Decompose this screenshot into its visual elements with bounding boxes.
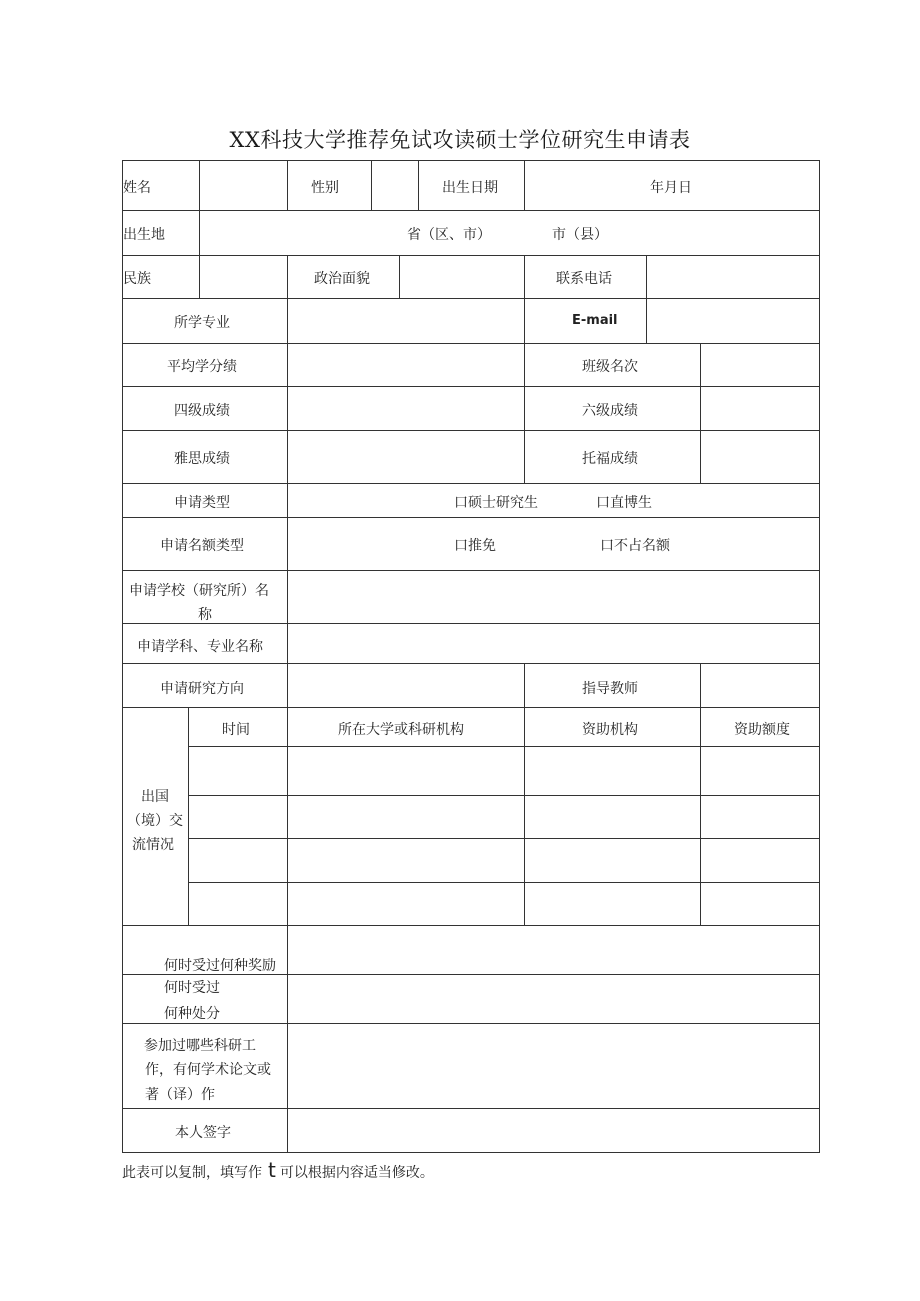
table-border-left [122, 160, 123, 1153]
major-label: 所学专业 [174, 315, 230, 331]
research-label-line2: 作，有何学术论文或 [145, 1062, 271, 1078]
ethnicity-input[interactable] [200, 256, 287, 298]
col-header-institution: 所在大学或科研机构 [338, 722, 464, 738]
col-header-funder: 资助机构 [582, 722, 638, 738]
row-divider [188, 746, 820, 747]
cet4-label: 四级成绩 [174, 403, 230, 419]
city-field[interactable]: 市（县） [552, 227, 608, 243]
gpa-input[interactable] [288, 344, 524, 386]
class-rank-input[interactable] [701, 344, 819, 386]
discipline-label: 申请学科、专业名称 [137, 639, 263, 655]
form-title: XX科技大学推荐免试攻读硕士学位研究生申请表 [229, 128, 691, 152]
row-divider [122, 483, 820, 484]
apply-type-phd-checkbox[interactable]: 口直博生 [596, 495, 652, 511]
signature-label: 本人签字 [175, 1125, 231, 1141]
footer-note [122, 1158, 434, 1182]
col-divider [524, 160, 525, 210]
research-label-line1: 参加过哪些科研工 [144, 1038, 256, 1054]
gender-input[interactable] [372, 161, 418, 210]
col-divider [524, 298, 525, 483]
signature-input[interactable] [288, 1109, 819, 1152]
political-status-label: 政治面貌 [314, 271, 370, 287]
awards-input[interactable] [288, 926, 819, 974]
abroad-label-line1: 出国 [141, 789, 169, 805]
col-divider [287, 160, 288, 210]
col-divider [188, 707, 189, 925]
gender-label: 性别 [311, 180, 339, 196]
punishment-input[interactable] [288, 975, 819, 1023]
advisor-label: 指导教师 [582, 681, 638, 697]
apply-type-label: 申请类型 [174, 495, 230, 511]
footer-text-2: 可以根据内容适当修改。 [279, 1165, 434, 1181]
school-input[interactable] [288, 571, 819, 623]
phone-input[interactable] [647, 256, 819, 298]
discipline-input[interactable] [288, 624, 819, 663]
toefl-label: 托福成绩 [582, 451, 638, 467]
row-divider [122, 210, 820, 211]
row-divider [122, 707, 820, 708]
research-input[interactable] [288, 1024, 819, 1108]
col-header-amount: 资助额度 [734, 722, 790, 738]
quota-type-label: 申请名额类型 [160, 538, 244, 554]
birthplace-label: 出生地 [123, 227, 165, 243]
research-label-line3: 著（译）作 [145, 1087, 215, 1103]
row-divider [188, 882, 820, 883]
name-label: 姓名 [123, 180, 151, 196]
quota-recommend-checkbox[interactable]: 口推免 [454, 538, 496, 554]
school-label-line1: 申请学校（研究所）名 [129, 583, 269, 599]
research-direction-label: 申请研究方向 [160, 681, 244, 697]
abroad-label-line3: 流情况 [132, 837, 174, 853]
phone-label: 联系电话 [556, 271, 612, 287]
major-input[interactable] [288, 299, 524, 343]
punishment-label-line1: 何时受过 [164, 980, 220, 996]
abroad-label-line2: （境）交 [127, 813, 183, 829]
footer-glyph: t [268, 1158, 276, 1182]
birth-date-label: 出生日期 [442, 180, 498, 196]
email-input[interactable] [647, 299, 819, 343]
punishment-label-line2: 何种处分 [164, 1006, 220, 1022]
row-divider [188, 795, 820, 796]
class-rank-label: 班级名次 [582, 359, 638, 375]
col-divider [199, 210, 200, 255]
col-divider [524, 663, 525, 925]
col-divider [287, 255, 288, 298]
research-direction-input[interactable] [288, 664, 524, 707]
email-label: E-mail [572, 313, 618, 328]
ielts-label: 雅思成绩 [174, 451, 230, 467]
gpa-label: 平均学分绩 [167, 359, 237, 375]
col-header-time: 时间 [222, 722, 250, 738]
row-divider [122, 517, 820, 518]
advisor-input[interactable] [701, 664, 819, 707]
apply-type-master-checkbox[interactable]: 口硕士研究生 [454, 495, 538, 511]
ielts-input[interactable] [288, 431, 524, 483]
table-border-right [819, 160, 820, 1153]
school-label-line2: 称 [198, 607, 212, 623]
table-border-bottom [122, 1152, 820, 1153]
col-divider [418, 160, 419, 210]
col-divider [524, 255, 525, 298]
cet6-input[interactable] [701, 387, 819, 430]
quota-none-checkbox[interactable]: 口不占名额 [600, 538, 670, 554]
cet4-input[interactable] [288, 387, 524, 430]
political-status-input[interactable] [400, 256, 524, 298]
birth-date-field[interactable]: 年月日 [650, 180, 692, 196]
name-input[interactable] [200, 161, 287, 210]
footer-text-1: 此表可以复制，填写作 [122, 1165, 262, 1181]
row-divider [188, 838, 820, 839]
awards-label: 何时受过何种奖励 [164, 958, 276, 974]
toefl-input[interactable] [701, 431, 819, 483]
province-field[interactable]: 省（区、市） [407, 227, 491, 243]
ethnicity-label: 民族 [123, 271, 151, 287]
cet6-label: 六级成绩 [582, 403, 638, 419]
